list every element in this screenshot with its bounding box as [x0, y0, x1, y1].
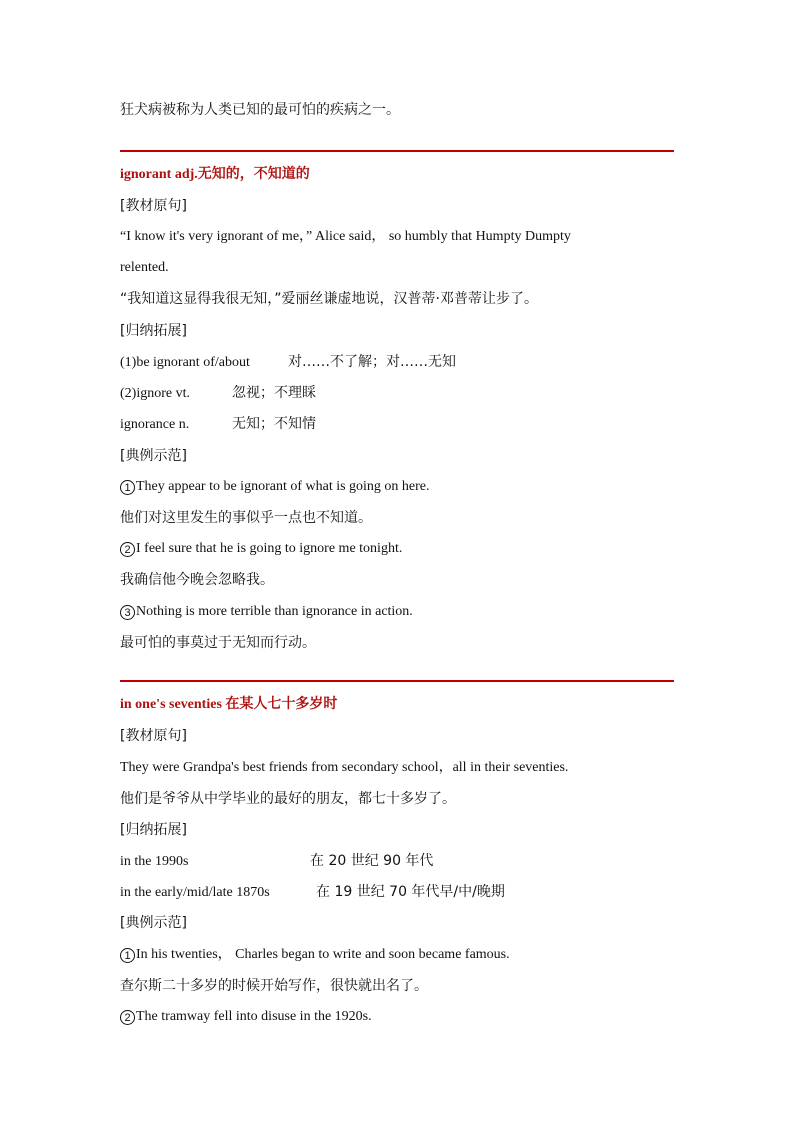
example-number-badge: 2	[120, 542, 135, 557]
expansion-item	[120, 852, 433, 871]
example-en-text: They appear to be ignorant of what is going on here.	[136, 479, 430, 494]
label-expansion: [归纳拓展]	[120, 822, 187, 838]
expansion-meaning: 在 20 世纪 90 年代	[310, 853, 434, 869]
expansion-item	[120, 883, 505, 902]
example-en	[120, 946, 510, 964]
example-en-text: Nothing is more terrible than ignorance in action.	[136, 604, 413, 619]
label-expansion: [归纳拓展]	[120, 323, 187, 339]
expansion-term: ignorance n.	[120, 417, 190, 432]
example-en	[120, 1008, 372, 1026]
expansion-meaning: 对……不了解；对……无知	[288, 354, 456, 370]
expansion-meaning: 忽视；不理睬	[232, 385, 316, 401]
expansion-meaning: 无知；不知情	[232, 416, 316, 432]
expansion-meaning: 在 19 世纪 70 年代早/中/晚期	[316, 884, 505, 900]
example-number-badge: 3	[120, 605, 135, 620]
example-zh: 最可怕的事莫过于无知而行动。	[120, 635, 316, 651]
example-zh: 我确信他今晚会忽略我。	[120, 572, 274, 588]
example-en-text: In his twenties， Charles began to write and soon became famous.	[136, 947, 510, 962]
example-number-badge: 1	[120, 480, 135, 495]
expansion-item	[120, 415, 316, 434]
expansion-item	[120, 384, 316, 403]
section-divider	[120, 150, 674, 152]
example-zh: 查尔斯二十多岁的时候开始写作，很快就出名了。	[120, 978, 428, 994]
expansion-term: (2)ignore vt.	[120, 386, 190, 401]
example-zh: 他们对这里发生的事似乎一点也不知道。	[120, 510, 372, 526]
top-translation: 狂犬病被称为人类已知的最可怕的疾病之一。	[120, 102, 400, 118]
original-sentence-zh: “我知道这显得我很无知，”爱丽丝谦虚地说，汉普蒂·邓普蒂让步了。	[120, 291, 538, 307]
section-heading-seventies: in one's seventies 在某人七十多岁时	[120, 697, 338, 712]
example-en-text: I feel sure that he is going to ignore me tonight.	[136, 541, 403, 556]
label-examples: [典例示范]	[120, 915, 187, 931]
original-sentence-en-line2: relented.	[120, 260, 169, 275]
label-original-sentence: [教材原句]	[120, 728, 187, 744]
example-en-text: The tramway fell into disuse in the 1920s.	[136, 1009, 372, 1024]
label-examples: [典例示范]	[120, 448, 187, 464]
example-number-badge: 1	[120, 948, 135, 963]
example-en	[120, 478, 430, 496]
example-en	[120, 540, 402, 558]
section-heading-ignorant: ignorant adj.无知的，不知道的	[120, 167, 310, 182]
expansion-term: in the 1990s	[120, 854, 189, 869]
original-sentence-zh: 他们是爷爷从中学毕业的最好的朋友，都七十多岁了。	[120, 791, 456, 807]
label-original-sentence: [教材原句]	[120, 198, 187, 214]
original-sentence-en-line1: “I know it's very ignorant of me，” Alice said， so humbly that Humpty Dumpty	[120, 229, 571, 244]
original-sentence-en: They were Grandpa's best friends from secondary school，all in their seventies.	[120, 760, 569, 775]
expansion-term: in the early/mid/late 1870s	[120, 885, 270, 900]
expansion-item	[120, 353, 456, 372]
expansion-term: (1)be ignorant of/about	[120, 355, 250, 370]
original-sentence-en	[120, 228, 670, 246]
example-number-badge: 2	[120, 1010, 135, 1025]
section-divider	[120, 680, 674, 682]
example-en	[120, 603, 413, 621]
